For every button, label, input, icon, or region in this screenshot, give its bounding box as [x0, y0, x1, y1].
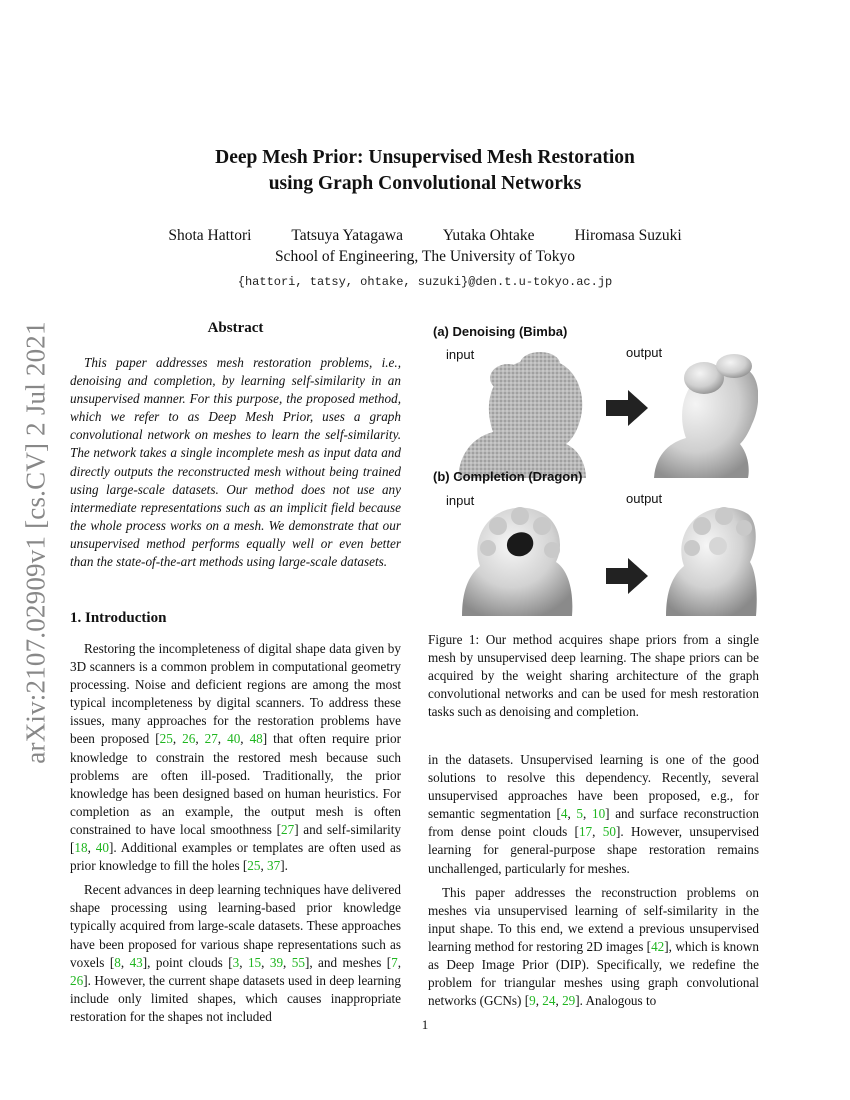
citation-link[interactable]: 50	[602, 824, 616, 840]
figure-output-label: output	[626, 345, 663, 360]
arrow-icon	[606, 558, 648, 594]
citation-link[interactable]: 25	[159, 731, 173, 747]
title-line-2: using Graph Convolutional Networks	[268, 173, 582, 194]
introduction-body	[70, 640, 401, 1032]
dragon-figure-graphic	[448, 496, 758, 618]
right-column-body	[428, 751, 759, 1016]
citation-link[interactable]: 25	[247, 858, 261, 874]
intro-paragraph-1: Restoring the incompleteness of digital shape data given by 3D scanners is a common problem in computational geometry processing. Noise and deficient regions are among the most typical incompleteness by digital scanners. To address these issues, many approaches for the restoration problems have been proposed [25, 26, 27, 40, 48] that often require prior knowledge to constrain the restored mesh because such problems are often ill-posed. Traditionally, the prior knowledge has been designed based on human heuristics. For completion as an example, the output mesh is often constrained to have local smoothness [27] and self-similarity [18, 40]. Additional examples or templates are often used as prior knowledge to fill the holes [25, 37].	[70, 641, 401, 874]
author-name: Shota Hattori	[168, 227, 252, 244]
right-paragraph-2: This paper addresses the reconstruction problems on meshes via unsupervised learning of self-similarity in the input shape. To this end, we extend a previous unsupervised learning method for restoring 2D images [42], which is known as Deep Image Prior (DIP). Specifically, we redefine the problem for triangular meshes using graph convolutional networks (GCNs) [9, 24, 29]. Analogous to	[428, 884, 759, 1009]
citation-link[interactable]: 10	[591, 806, 606, 822]
citation-link[interactable]: 17	[578, 824, 593, 840]
figure-input-label: input	[446, 347, 475, 362]
citation-link[interactable]: 5	[576, 806, 584, 822]
figure-1	[428, 320, 768, 620]
citation-link[interactable]: 55	[291, 954, 305, 970]
citation-link[interactable]: 37	[267, 858, 281, 874]
citation-link[interactable]: 24	[542, 993, 556, 1009]
citation-link[interactable]: 4	[560, 806, 568, 822]
citation-link[interactable]: 40	[95, 840, 109, 856]
citation-link[interactable]: 7	[391, 954, 398, 970]
arxiv-identifier: arXiv:2107.02909v1 [cs.CV] 2 Jul 2021	[20, 320, 51, 764]
citation-link[interactable]: 40	[227, 731, 241, 747]
arrow-icon	[606, 390, 648, 426]
dragon-incomplete-mesh	[462, 507, 572, 616]
author-name: Yutaka Ohtake	[442, 227, 535, 244]
citation-link[interactable]: 15	[247, 954, 262, 970]
author-block	[0, 226, 850, 292]
citation-link[interactable]: 8	[114, 954, 121, 970]
bimba-noisy-mesh	[458, 352, 586, 478]
figure-caption	[428, 631, 759, 721]
dragon-completed-mesh	[666, 507, 757, 616]
citation-link[interactable]: 39	[269, 954, 284, 970]
intro-paragraph-2: Recent advances in deep learning techniques have delivered shape processing using learning-based prior knowledge typically acquired from large-scale datasets. These approaches have been proposed for various shape representations such as voxels [8, 43], point clouds [3, 15, 39, 55], and meshes [7, 26]. However, the current shape datasets used in deep learning include only limited shapes, which causes inappropriate restoration for the shapes not included	[70, 882, 402, 1024]
caption-text: Figure 1: Our method acquires shape priors from a single mesh by unsupervised deep learning. The shape priors can be acquired by the weight sharing architecture of the graph convolutional networks and can be used for mesh restoration tasks such as denoising and completion.	[428, 632, 759, 720]
page-number: 1	[421, 1017, 429, 1032]
abstract-text: This paper addresses mesh restoration problems, i.e., denoising and completion, by learning self-similarity in an unsupervised manner. For this purpose, the proposed method, which we refer to as Deep Mesh Prior, uses a graph convolutional network on meshes to learn the self-similarity. The network takes a single incomplete mesh as input data and directly outputs the reconstructed mesh without being trained using large-scale datasets. Our method does not use any intermediate representations such as an implicit field because the whole process works on a mesh. We demonstrate that our unsupervised method performs equally well or even better than the state-of-the-art methods using large-scale datasets.	[70, 355, 401, 570]
author-name: Tatsuya Yatagawa	[291, 227, 404, 244]
figure-output-label: output	[626, 491, 663, 506]
bimba-restored-mesh	[654, 354, 758, 478]
author-email: {hattori, tatsy, ohtake, suzuki}@den.t.u-tokyo.ac.jp	[237, 275, 613, 289]
affiliation: School of Engineering, The University of Tokyo	[274, 248, 576, 265]
abstract-heading: Abstract	[207, 320, 264, 336]
citation-link[interactable]: 48	[249, 731, 263, 747]
abstract-body	[70, 354, 401, 571]
figure-input-label: input	[446, 493, 475, 508]
figure-label-completion: (b) Completion (Dragon)	[433, 469, 583, 484]
bimba-figure-graphic	[448, 348, 758, 480]
figure-label-denoising: (a) Denoising (Bimba)	[433, 324, 568, 339]
citation-link[interactable]: 42	[651, 938, 665, 954]
right-paragraph-1: in the datasets. Unsupervised learning is one of the good solutions to resolve this dependency. Recently, several unsupervised approaches have been proposed, e.g., for semantic segmentation [4, 5, 10] and surface reconstruction from dense point clouds [17, 50]. However, unsupervised learning for general-purpose shape restoration remains unchallenged, particularly for meshes.	[428, 752, 760, 876]
paper-title	[0, 145, 850, 197]
citation-link[interactable]: 26	[70, 972, 84, 988]
introduction-heading: 1. Introduction	[70, 610, 167, 626]
citation-link[interactable]: 27	[204, 731, 218, 747]
citation-link[interactable]: 3	[232, 954, 240, 970]
citation-link[interactable]: 43	[129, 954, 143, 970]
author-names	[0, 226, 850, 246]
citation-link[interactable]: 27	[281, 821, 295, 837]
citation-link[interactable]: 26	[182, 731, 196, 747]
author-name: Hiromasa Suzuki	[574, 227, 682, 244]
title-line-1: Deep Mesh Prior: Unsupervised Mesh Restoration	[215, 147, 635, 168]
citation-link[interactable]: 9	[529, 993, 536, 1009]
citation-link[interactable]: 18	[74, 840, 88, 856]
arxiv-side-stamp	[8, 312, 64, 772]
citation-link[interactable]: 29	[562, 993, 576, 1009]
